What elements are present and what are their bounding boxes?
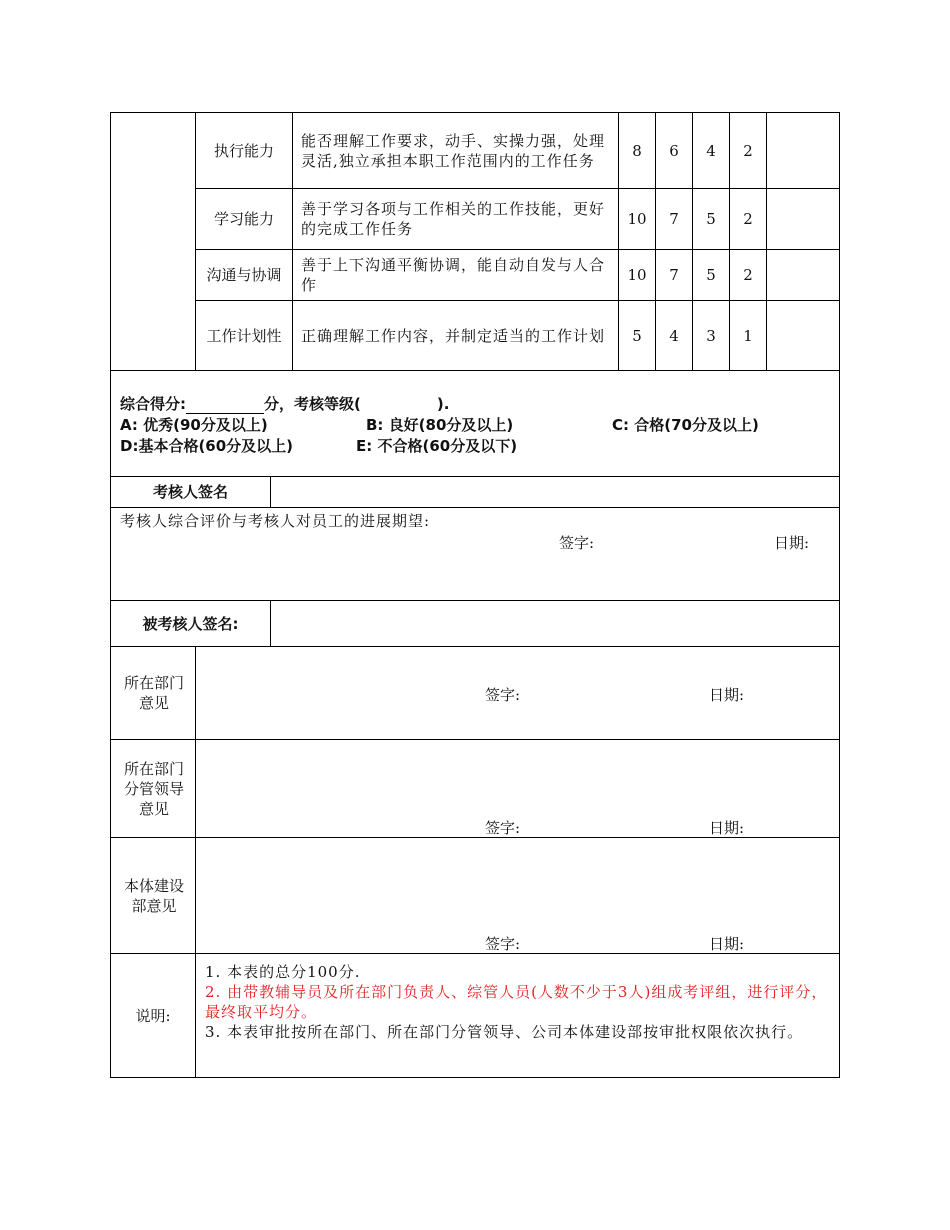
score-input-cell[interactable]: [767, 189, 839, 249]
note-item-3: 3. 本表审批按所在部门、所在部门分管领导、公司本体建设部按审批权限依次执行。: [205, 1023, 804, 1041]
notes-content: [205, 962, 831, 1042]
score-input-cell[interactable]: [767, 113, 839, 188]
grid-line: [110, 507, 840, 508]
score-fail: 2: [743, 266, 753, 284]
leader-sign-text: 签字:: [485, 819, 521, 837]
overall-score-blank[interactable]: [186, 397, 264, 414]
grid-line: [110, 646, 840, 647]
score-pass: 5: [706, 210, 716, 228]
grade-prompt-end: ).: [436, 395, 450, 413]
score-input-cell[interactable]: [767, 301, 839, 370]
table-border-right: [839, 112, 840, 1078]
score-good: 7: [669, 266, 679, 284]
overall-score-line: [120, 394, 449, 414]
leader-date-text: 日期:: [709, 819, 745, 837]
assessee-sign-label: 被考核人签名:: [142, 614, 239, 633]
grade-a: A: 优秀(90分及以上): [120, 416, 268, 434]
criterion-description: 能否理解工作要求，动手、实操力强，处理灵活,独立承担本职工作范围内的工作任务: [301, 131, 606, 170]
score-input-cell[interactable]: [767, 250, 839, 300]
criterion-name: 执行能力: [213, 141, 274, 160]
criterion-description: 善于上下沟通平衡协调，能自动自发与人合作: [301, 256, 606, 294]
construction-sign-text: 签字:: [485, 935, 521, 953]
table-border-bottom: [110, 1077, 840, 1078]
score-excellent: 5: [632, 326, 642, 345]
notes-label: 说明:: [135, 1006, 171, 1025]
criterion-name: 沟通与协调: [206, 266, 282, 284]
grade-prompt: 分，考核等级(: [264, 395, 361, 413]
table-border-left: [110, 112, 111, 1078]
score-excellent: 10: [627, 210, 647, 228]
construction-dept-opinion-label: 本体建设部意见: [124, 876, 185, 915]
assessor-comment-label: 考核人综合评价与考核人对员工的进展期望:: [120, 512, 431, 530]
dept-sign-text: 签字:: [485, 686, 521, 704]
assessor-sign-field[interactable]: [271, 477, 839, 507]
score-excellent: 10: [627, 266, 647, 284]
score-pass: 5: [706, 266, 716, 284]
grid-line: [195, 646, 196, 1078]
grade-d: D:基本合格(60分及以上): [120, 437, 294, 455]
score-good: 4: [669, 326, 679, 345]
dept-opinion-label: 所在部门意见: [124, 674, 185, 712]
score-pass: 3: [706, 326, 716, 345]
assessor-date-text: 日期:: [774, 534, 810, 552]
dept-date-text: 日期:: [709, 686, 745, 704]
grid-line: [110, 739, 840, 740]
score-good: 6: [669, 141, 679, 160]
score-fail: 2: [743, 210, 753, 228]
leader-opinion-label: 所在部门分管领导意见: [124, 759, 185, 818]
assessor-sign-label: 考核人签名: [152, 483, 228, 501]
assessee-sign-field[interactable]: [271, 601, 839, 646]
construction-date-text: 日期:: [709, 935, 745, 953]
overall-score-label: 综合得分:: [120, 395, 186, 413]
assessor-sign-text: 签字:: [559, 534, 595, 552]
grade-c: C: 合格(70分及以上): [612, 416, 759, 434]
criterion-description: 正确理解工作内容，并制定适当的工作计划: [301, 326, 606, 345]
note-item-1: 1. 本表的总分100分.: [205, 963, 361, 981]
criterion-name: 工作计划性: [206, 326, 282, 345]
score-good: 7: [669, 210, 679, 228]
note-item-2: 2. 由带教辅导员及所在部门负责人、综管人员(人数不少于3人)组成考评组，进行评分，最终取平均分。: [205, 983, 828, 1021]
score-excellent: 8: [632, 141, 642, 160]
criterion-name: 学习能力: [213, 210, 274, 228]
grid-line: [110, 370, 840, 371]
criterion-description: 善于学习各项与工作相关的工作技能，更好的完成工作任务: [301, 200, 606, 238]
score-fail: 1: [743, 326, 753, 345]
score-fail: 2: [743, 141, 753, 160]
score-pass: 4: [706, 141, 716, 160]
grade-e: E: 不合格(60分及以下): [356, 437, 518, 455]
grade-b: B: 良好(80分及以上): [366, 416, 514, 434]
